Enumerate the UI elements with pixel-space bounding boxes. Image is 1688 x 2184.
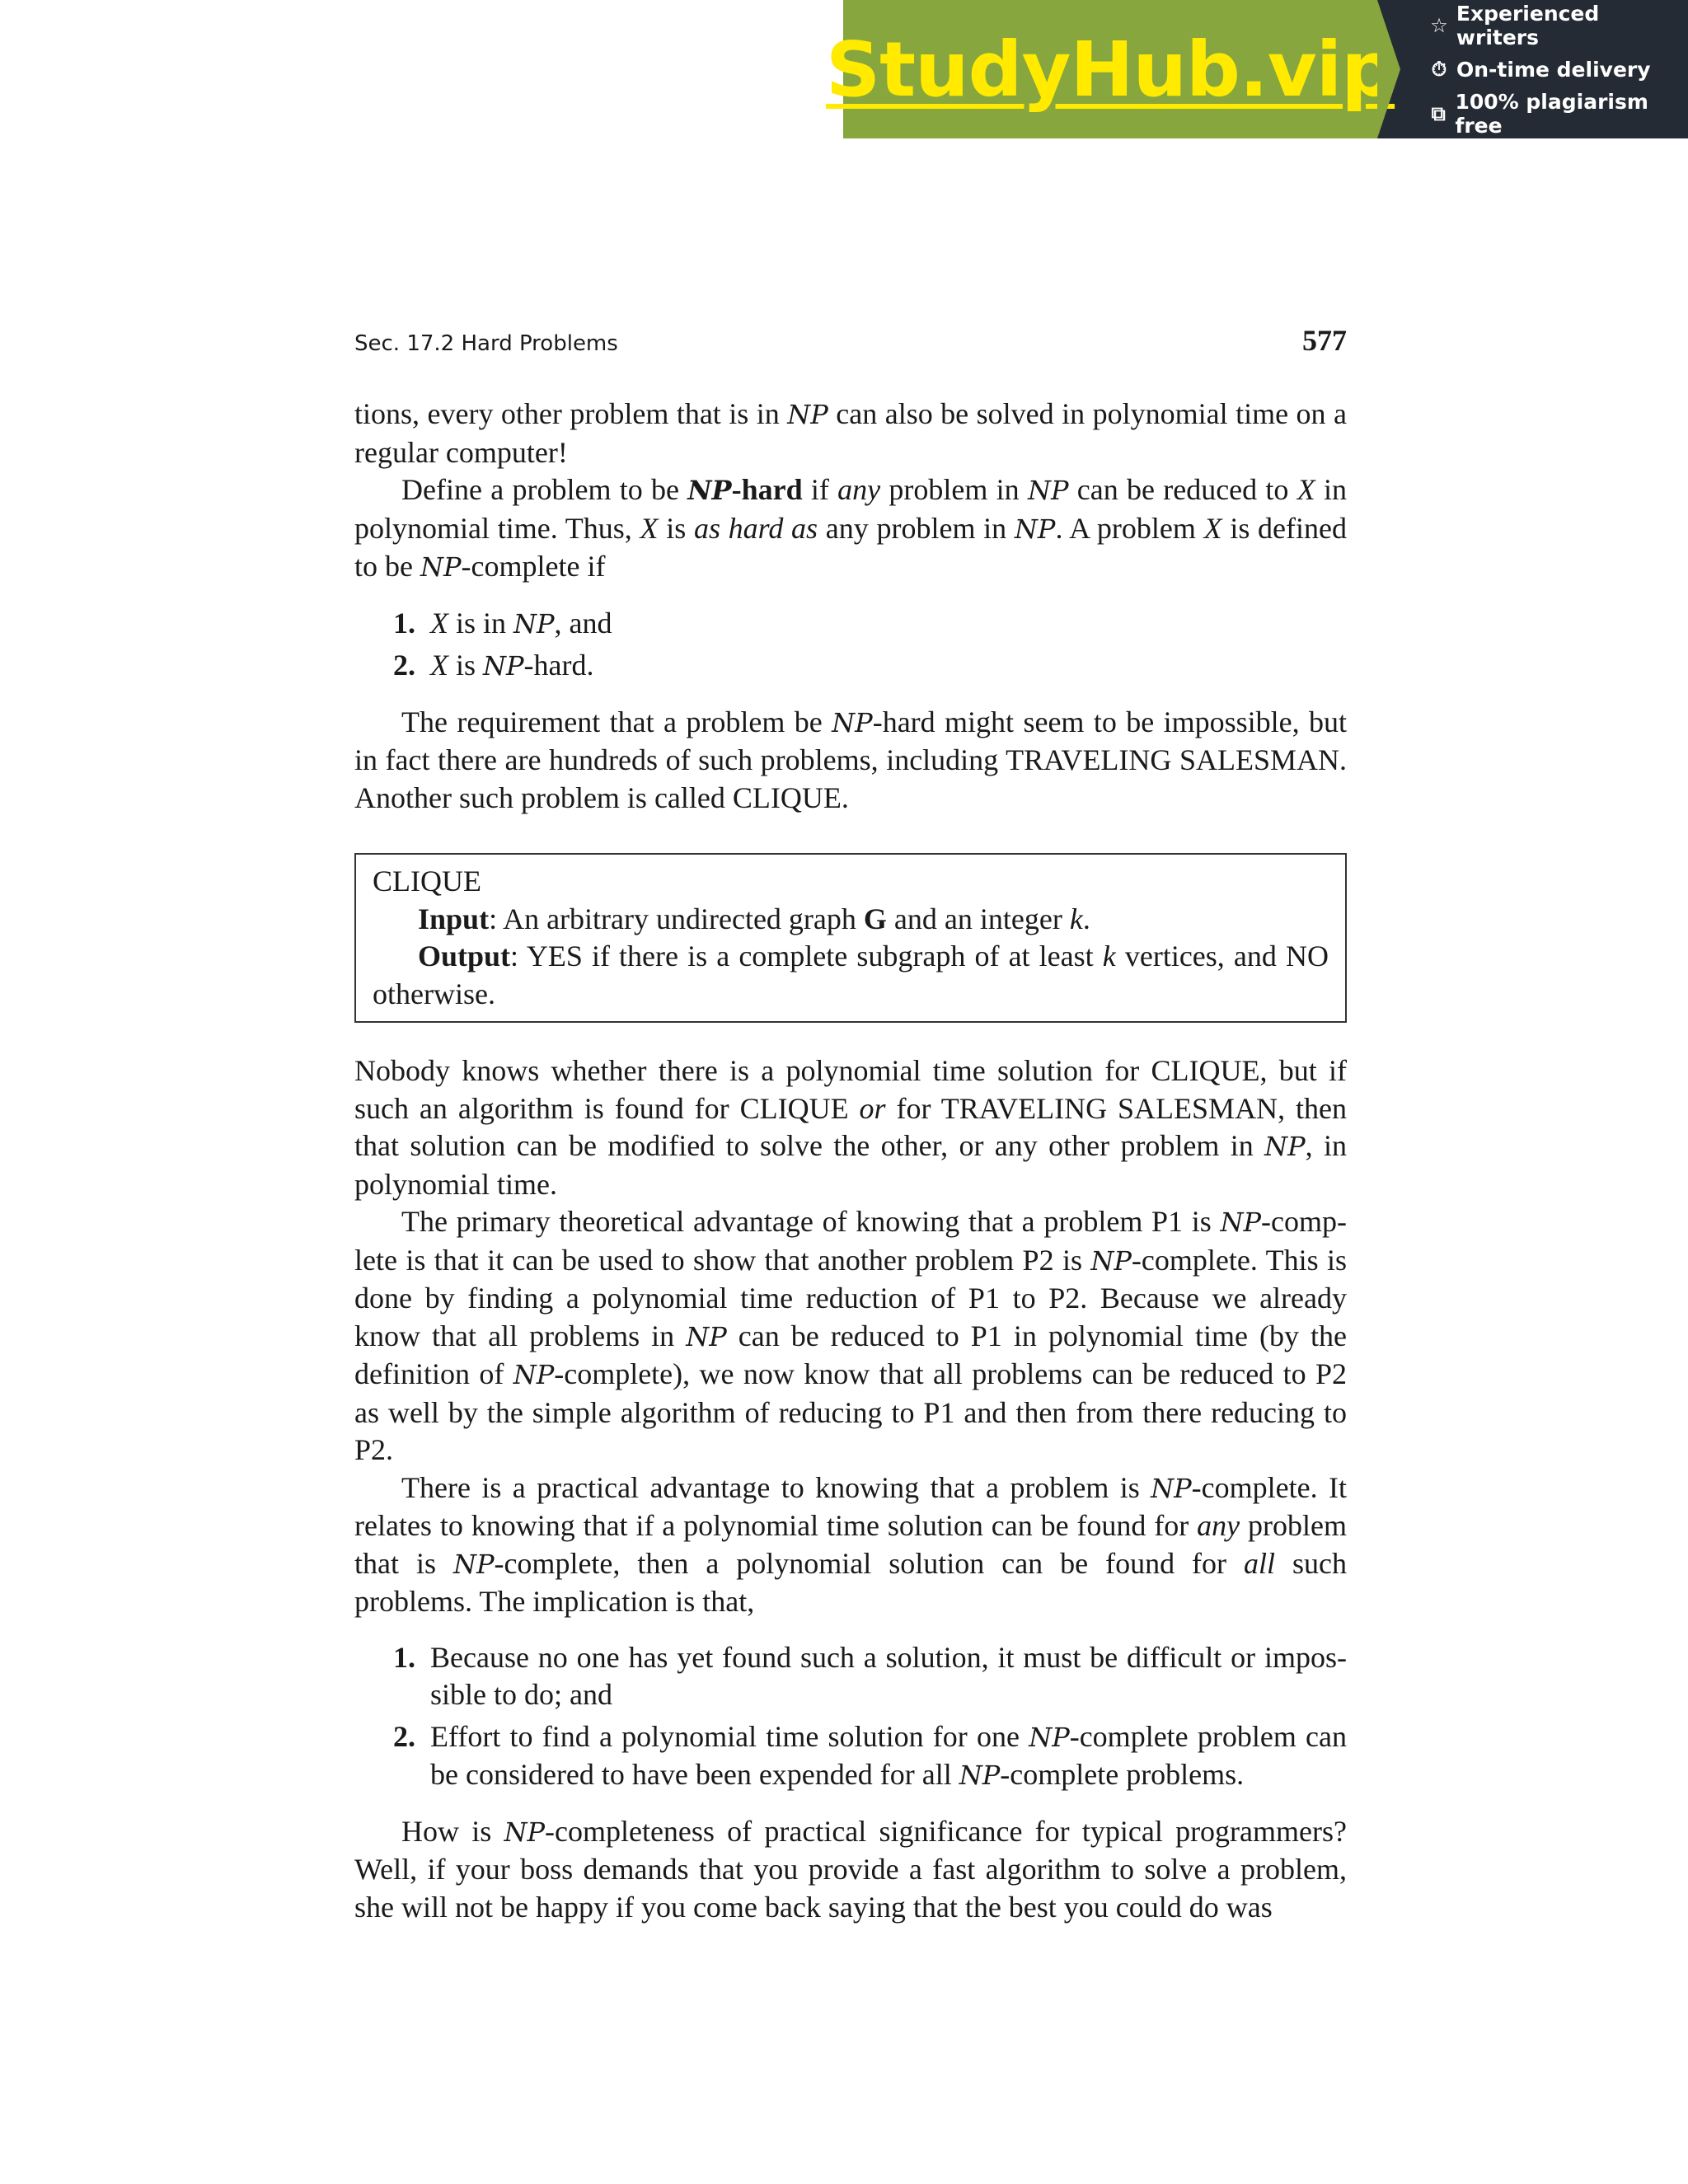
box-output: Output: YES if there is a complete subgraph of at least k vertices, and NO otherwise. — [373, 940, 1329, 1010]
np-symbol: NP — [513, 1359, 555, 1390]
np-symbol: NP — [686, 1320, 727, 1352]
clique-problem-box — [354, 853, 1347, 1023]
running-head — [354, 323, 1347, 358]
definition-list — [354, 605, 1347, 686]
box-title: CLIQUE — [373, 865, 481, 898]
star-icon: ☆ — [1430, 13, 1448, 37]
np-symbol: NP — [787, 399, 828, 430]
np-symbol: NP — [1090, 1244, 1132, 1277]
page-number: 577 — [1302, 324, 1347, 357]
paragraph-1: tions, every other problem that is in NP can also be solved in polynomial time on a regular computer! — [354, 397, 1347, 469]
np-symbol: NP — [687, 475, 732, 506]
paragraph-5: The primary theoretical advantage of knowing that a problem P1 is NP-complete is that it can be used to show that another problem P2 is NP-complete. This is done by finding a polynomial time reduction of P1 to P2. Because we already know that all problems in NP can be reduced to P1 in polynomial time (by the definition of NP-complete), we now know that all problems can be reduced to P2 as well by the simple algorithm of reducing to P1 and then from there reducing to P2. — [354, 1205, 1348, 1466]
paragraph-7: How is NP-completeness of practical significance for typical programmers? Well, if your boss demands that you provide a fast algorithm to solve a problem, she will not be happy if you come back saying that the best you could do was — [354, 1814, 1347, 1924]
np-symbol: NP — [1264, 1131, 1306, 1162]
feature-plagiarism: ⧉ 100% plagiarism free — [1428, 90, 1688, 138]
list-item: 2. X is NP-hard. — [393, 649, 594, 682]
implication-list — [354, 1639, 1347, 1795]
banner-arrow — [1377, 0, 1400, 138]
np-symbol: NP — [452, 1548, 495, 1580]
banner-features — [1377, 0, 1688, 138]
np-symbol: NP — [1151, 1472, 1192, 1504]
list-item: 2. Effort to find a polynomial time solution for one NP-complete problem can be considered to have been expended for all NP-complete problems. — [393, 1719, 1348, 1791]
np-symbol: NP — [1220, 1207, 1262, 1238]
np-symbol: NP — [513, 607, 555, 640]
np-symbol: NP — [832, 706, 873, 738]
np-symbol: NP — [1027, 475, 1069, 506]
page-body — [354, 396, 1347, 1926]
clock-icon: ⏱ — [1431, 58, 1447, 81]
copy-icon: ⧉ — [1431, 101, 1446, 125]
feature-writers: ☆ Experienced writers — [1428, 2, 1688, 49]
ad-banner[interactable] — [825, 0, 1688, 138]
np-symbol: NP — [959, 1760, 1001, 1791]
feature-delivery: ⏱ On-time delivery — [1428, 58, 1688, 82]
np-symbol: NP — [504, 1816, 545, 1848]
paragraph-3: The requirement that a problem be NP-hard might seem to be impossible, but in fact there are hundreds of such problems, including TRAVELING SALESMAN. Another such problem is called CLIQUE. — [354, 705, 1347, 814]
paragraph-6: There is a practical advantage to knowing that a problem is NP-complete. It relates to knowing that if a polynomial time solution can be found for any problem that is NP-complete, then a polynomial solution can be found for all such problems. The implication is that, — [354, 1470, 1347, 1618]
list-item: 1. X is in NP, and — [393, 606, 612, 640]
logo-text: StudyHub.vip — [825, 25, 1395, 114]
np-symbol: NP — [483, 650, 524, 682]
np-symbol: NP — [420, 551, 462, 583]
studyhub-logo[interactable] — [825, 0, 1395, 138]
list-item: 1. Because no one has yet found such a solution, it must be difficult or impossible to do; and — [393, 1640, 1347, 1711]
box-input: Input: An arbitrary undirected graph G and an integer k. — [418, 902, 1090, 935]
section-title: Sec. 17.2 Hard Problems — [354, 331, 618, 356]
np-symbol: NP — [1029, 1721, 1070, 1753]
np-symbol: NP — [1014, 513, 1056, 545]
paragraph-2: Define a problem to be NP-hard if any problem in NP can be reduced to X in polynomial time. Thus, X is as hard as any problem in NP. A problem X is defined to be NP-complete if — [354, 473, 1347, 583]
paragraph-4: Nobody knows whether there is a polynomial time solution for CLIQUE, but if such an algorithm is found for CLIQUE or for TRAVELING SALESMAN, then that solution can be modified to solve the other, or any other problem in NP, in polynomial time. — [354, 1054, 1347, 1201]
